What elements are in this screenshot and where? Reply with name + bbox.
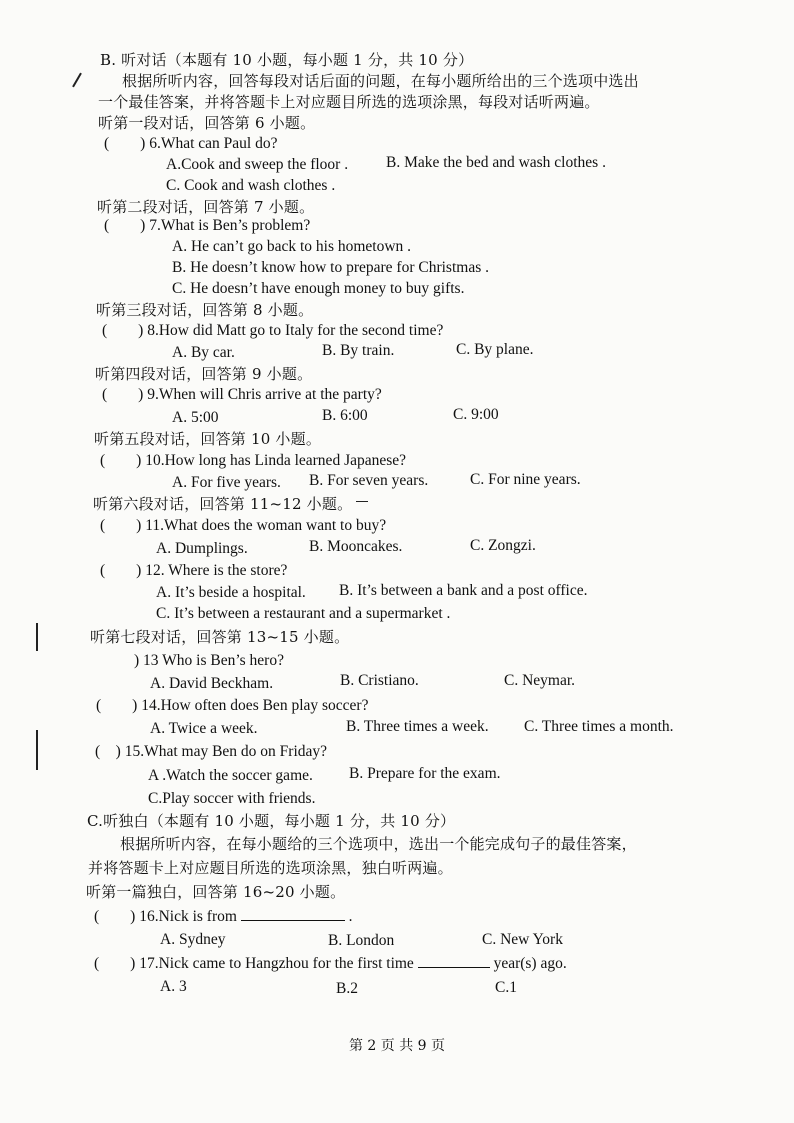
question-17-end: year(s) ago.	[493, 955, 567, 972]
question-16-option-b: B. London	[328, 932, 395, 949]
question-16-option-c: C. New York	[482, 931, 563, 948]
scan-mark	[72, 73, 82, 88]
question-7-option-a: A. He can’t go back to his hometown .	[172, 238, 412, 255]
answer-blank	[241, 906, 345, 921]
question-10-option-a: A. For five years.	[172, 474, 281, 491]
question-8-option-b: B. By train.	[322, 342, 395, 359]
question-13-stem: ) 13 Who is Ben’s hero?	[134, 652, 284, 669]
question-6-option-a: A.Cook and sweep the floor .	[166, 156, 349, 173]
section-c-instruction-2: 并将答题卡上对应题目所选的选项涂黑，独白听两遍。	[88, 859, 453, 877]
question-17-option-c: C.1	[495, 979, 517, 996]
question-8-stem: ( ) 8.How did Matt go to Italy for the second time?	[102, 322, 444, 339]
dialogue-4-heading: 听第四段对话，回答第 9 小题。	[95, 365, 313, 383]
question-14-option-c: C. Three times a month.	[524, 718, 674, 735]
question-11-option-b: B. Mooncakes.	[309, 538, 403, 555]
question-16-option-a: A. Sydney	[160, 931, 226, 948]
section-b-instruction-2: 一个最佳答案，并将答题卡上对应题目所选的选项涂黑，每段对话听两遍。	[98, 93, 600, 111]
question-12-stem: ( ) 12. Where is the store?	[100, 562, 288, 579]
question-15-stem: ( ) 15.What may Ben do on Friday?	[95, 743, 328, 760]
question-6-option-b: B. Make the bed and wash clothes .	[386, 154, 606, 171]
dialogue-2-heading: 听第二段对话，回答第 7 小题。	[97, 198, 315, 216]
question-6-stem: ( ) 6.What can Paul do?	[104, 135, 278, 152]
question-14-stem: ( ) 14.How often does Ben play soccer?	[96, 697, 369, 714]
scan-mark	[36, 730, 38, 770]
question-9-option-a: A. 5:00	[172, 409, 219, 426]
question-7-option-c: C. He doesn’t have enough money to buy gifts.	[172, 280, 465, 297]
question-11-stem: ( ) 11.What does the woman want to buy?	[100, 517, 387, 534]
question-12-option-c: C. It’s between a restaurant and a supermarket .	[156, 605, 451, 622]
question-11-option-a: A. Dumplings.	[156, 540, 248, 557]
page-number: 第 2 页 共 9 页	[348, 1038, 446, 1054]
section-b-instruction-1: 根据所听内容，回答每段对话后面的问题，在每小题所给出的三个选项中选出	[122, 72, 639, 90]
question-10-option-b: B. For seven years.	[309, 472, 429, 489]
question-8-option-c: C. By plane.	[456, 341, 534, 358]
question-15-option-b: B. Prepare for the exam.	[349, 765, 501, 782]
question-13-option-b: B. Cristiano.	[340, 672, 419, 689]
question-16-row	[94, 906, 353, 927]
question-12-option-b: B. It’s between a bank and a post office.	[339, 582, 588, 599]
question-11-option-c: C. Zongzi.	[470, 537, 536, 554]
question-14-option-a: A. Twice a week.	[150, 720, 258, 737]
section-b-title: B. 听对话（本题有 10 小题，每小题 1 分，共 10 分）	[100, 51, 474, 69]
scan-mark	[356, 501, 368, 502]
question-15-option-c: C.Play soccer with friends.	[148, 790, 316, 807]
question-8-option-a: A. By car.	[172, 344, 235, 361]
question-9-option-b: B. 6:00	[322, 407, 368, 424]
question-17-option-b: B.2	[336, 980, 358, 997]
answer-blank	[418, 953, 490, 968]
question-7-stem: ( ) 7.What is Ben’s problem?	[104, 217, 311, 234]
question-15-option-a: A .Watch the soccer game.	[148, 767, 313, 784]
dialogue-7-heading: 听第七段对话，回答第 13~15 小题。	[90, 628, 350, 646]
question-13-option-c: C. Neymar.	[504, 672, 576, 689]
dialogue-6-heading: 听第六段对话，回答第 11~12 小题。	[93, 495, 353, 513]
section-c-instruction-1: 根据所听内容，在每小题给的三个选项中，选出一个能完成句子的最佳答案，	[120, 835, 637, 853]
question-17-row	[94, 953, 567, 974]
section-c-title: C.听独白（本题有 10 小题，每小题 1 分，共 10 分）	[87, 812, 456, 830]
question-7-option-b: B. He doesn’t know how to prepare for Christmas .	[172, 259, 489, 276]
question-12-option-a: A. It’s beside a hospital.	[156, 584, 306, 601]
question-10-stem: ( ) 10.How long has Linda learned Japanese?	[100, 452, 407, 469]
dialogue-5-heading: 听第五段对话，回答第 10 小题。	[94, 430, 322, 448]
question-13-option-a: A. David Beckham.	[150, 675, 274, 692]
dialogue-3-heading: 听第三段对话，回答第 8 小题。	[96, 301, 314, 319]
question-14-option-b: B. Three times a week.	[346, 718, 489, 735]
question-10-option-c: C. For nine years.	[470, 471, 581, 488]
question-17-option-a: A. 3	[160, 978, 187, 995]
monologue-1-heading: 听第一篇独白，回答第 16~20 小题。	[86, 883, 346, 901]
question-16-end: .	[348, 908, 353, 925]
question-9-stem: ( ) 9.When will Chris arrive at the party?	[102, 386, 382, 403]
dialogue-1-heading: 听第一段对话，回答第 6 小题。	[98, 114, 316, 132]
question-6-option-c: C. Cook and wash clothes .	[166, 177, 336, 194]
question-17-stem: ( ) 17.Nick came to Hangzhou for the first time	[94, 955, 414, 972]
question-9-option-c: C. 9:00	[453, 406, 499, 423]
scan-mark	[36, 623, 38, 651]
question-16-stem: ( ) 16.Nick is from	[94, 908, 237, 925]
